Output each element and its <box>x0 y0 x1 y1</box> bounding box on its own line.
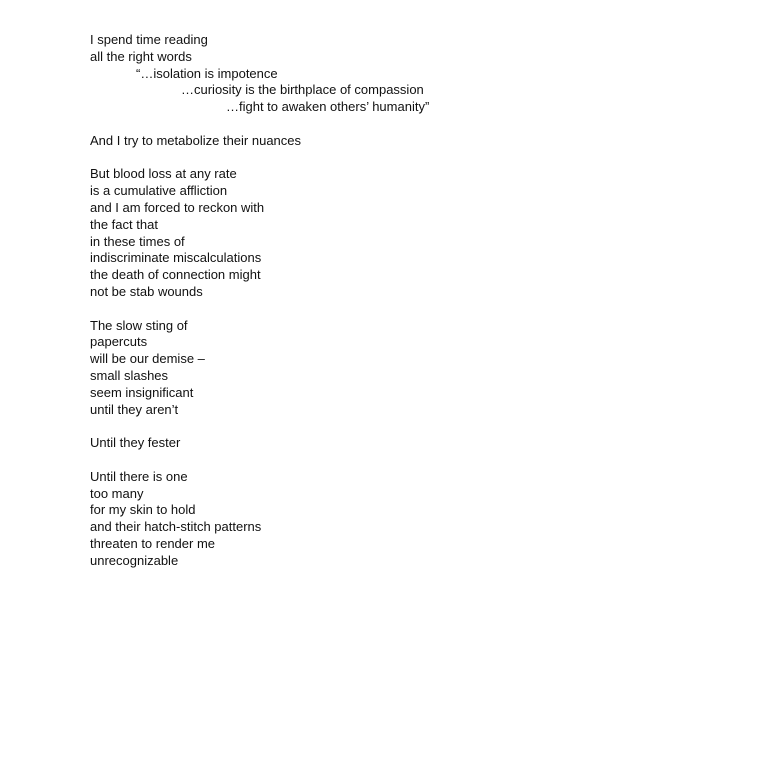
poem-line: and I am forced to reckon with <box>90 199 265 215</box>
stanza <box>90 469 429 570</box>
poem-line: small slashes <box>90 367 169 383</box>
poem-line: for my skin to hold <box>90 502 196 518</box>
poem-line: too many <box>90 485 144 501</box>
stanza-break <box>90 418 429 435</box>
poem-line: Until they fester <box>90 435 181 451</box>
poem-line: and their hatch-stitch patterns <box>90 519 262 535</box>
stanza <box>90 435 429 452</box>
poem-line: is a cumulative affliction <box>90 183 228 199</box>
quote-line: “…isolation is impotence <box>136 65 278 81</box>
poem-line: the fact that <box>90 216 158 232</box>
poem-line: the death of connection might <box>90 267 261 283</box>
stanza <box>90 133 429 150</box>
quote-line: …fight to awaken others’ humanity” <box>226 99 430 115</box>
poem-line: threaten to render me <box>90 535 216 551</box>
stanza <box>90 32 429 116</box>
stanza-break <box>90 150 429 167</box>
poem-line: until they aren’t <box>90 401 179 417</box>
stanza-break <box>90 452 429 469</box>
poem-line: not be stab wounds <box>90 283 203 299</box>
poem-line: I spend time reading <box>90 32 208 47</box>
poem-line: Until there is one <box>90 468 188 484</box>
poem-line: papercuts <box>90 334 148 350</box>
poem-line: But blood loss at any rate <box>90 166 237 182</box>
stanza-break <box>90 301 429 318</box>
poem-line: unrecognizable <box>90 552 179 568</box>
poem-line: will be our demise – <box>90 351 205 367</box>
poem-line: indiscriminate miscalculations <box>90 250 262 266</box>
poem-line: seem insignificant <box>90 384 194 400</box>
stanza <box>90 318 429 419</box>
poem-line: all the right words <box>90 48 192 64</box>
poem-line: And I try to metabolize their nuances <box>90 132 302 148</box>
quote-line: …curiosity is the birthplace of compassion <box>181 82 424 98</box>
poem-line: The slow sting of <box>90 317 188 333</box>
poem-line: in these times of <box>90 233 185 249</box>
stanza-break <box>90 116 429 133</box>
stanza <box>90 166 429 300</box>
poem-body <box>90 32 429 570</box>
